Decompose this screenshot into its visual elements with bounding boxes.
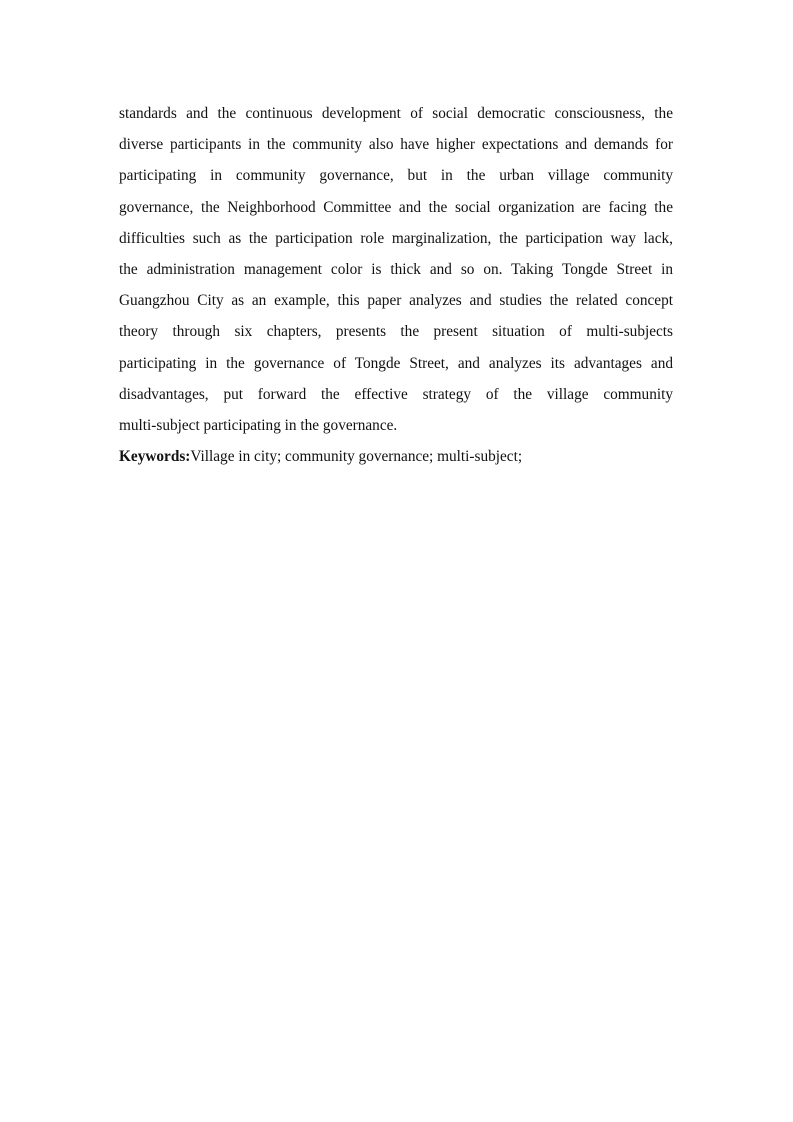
abstract-line: the administration management color is thick and so on. Taking Tongde Street in <box>119 260 673 278</box>
keywords-line <box>119 441 673 472</box>
abstract-line: governance, the Neighborhood Committee and the social organization are facing the <box>119 198 673 216</box>
abstract-line: multi-subject participating in the governance. <box>119 416 398 434</box>
keywords-label: Keywords: <box>119 448 191 466</box>
abstract-line: theory through six chapters, presents the present situation of multi-subjects <box>119 323 673 341</box>
abstract-body <box>119 98 673 472</box>
abstract-line: standards and the continuous development of social democratic consciousness, the <box>119 105 673 122</box>
abstract-line: disadvantages, put forward the effective strategy of the village community <box>119 385 673 403</box>
abstract-line: participating in the governance of Tongde Street, and analyzes its advantages and <box>119 354 673 372</box>
abstract-line: participating in community governance, but in the urban village community <box>119 167 673 185</box>
abstract-line: diverse participants in the community also have higher expectations and demands for <box>119 136 673 154</box>
abstract-line: Guangzhou City as an example, this paper analyzes and studies the related concept <box>119 292 673 310</box>
abstract-line: difficulties such as the participation role marginalization, the participation way lack, <box>119 229 673 247</box>
keywords-text: Village in city; community governance; multi-subject; <box>190 448 523 466</box>
